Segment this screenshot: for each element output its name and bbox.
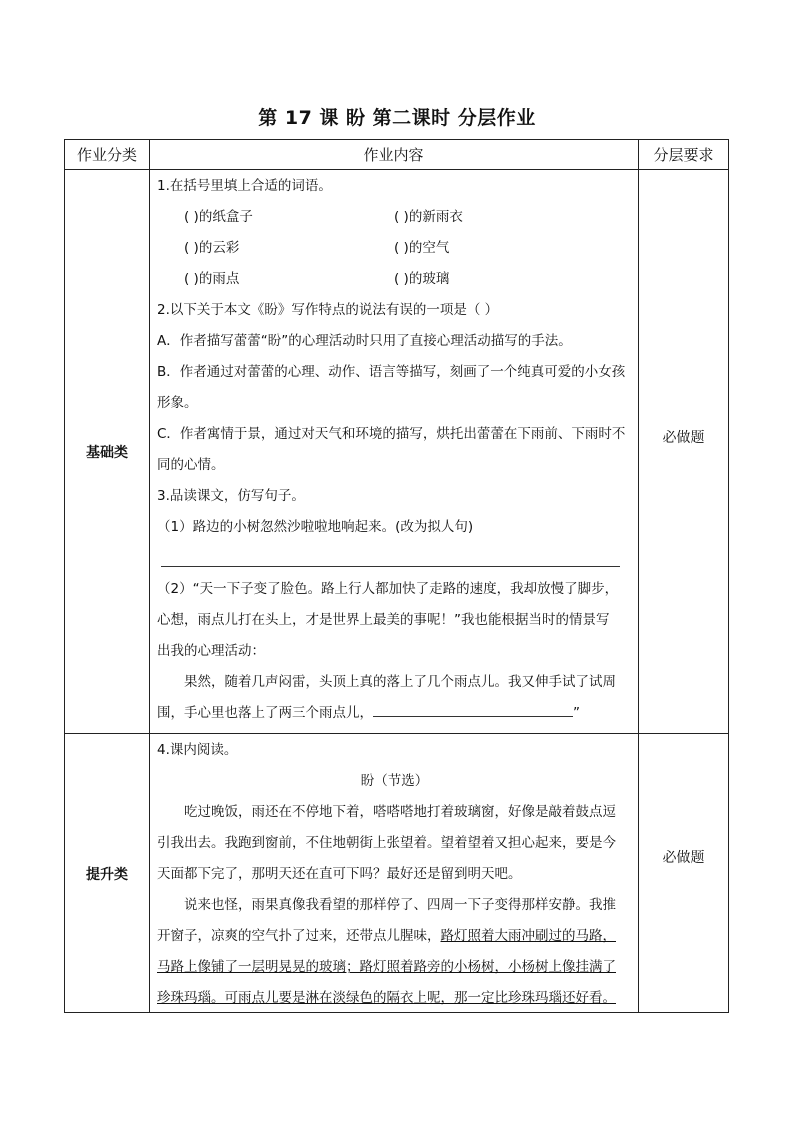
question-2-heading: 2.以下关于本文《盼》写作特点的说法有误的一项是（ ）: [157, 302, 499, 318]
answer-line[interactable]: [161, 566, 620, 567]
fill-blank-item: ( )的纸盒子: [184, 209, 253, 225]
option-c-cont: 同的心情。: [157, 457, 225, 473]
answer-blank[interactable]: [373, 702, 573, 717]
option-c: C．作者寓情于景，通过对天气和环境的描写，烘托出蕾蕾在下雨前、下雨时不: [157, 426, 626, 442]
example-text: 围，手心里也落上了两三个雨点儿，: [157, 705, 373, 721]
fill-blank-item: ( )的雨点: [184, 271, 240, 287]
passage-paragraph-cont: 天面都下完了，那明天还在直可下吗？最好还是留到明天吧。: [157, 866, 522, 882]
content-advanced: [149, 735, 638, 1014]
question-4-heading: 4.课内阅读。: [157, 742, 238, 758]
closing-quote: ”: [573, 705, 580, 721]
question-3-part-1: （1）路边的小树忽然沙啦啦地响起来。(改为拟人句): [157, 519, 474, 535]
fill-blank-row: [157, 202, 632, 233]
answer-area: [157, 543, 632, 574]
underlined-text: 路灯照着大雨冲刷过的马路，: [440, 928, 616, 944]
passage-paragraph: 说来也怪，雨果真像我看望的那样停了、四周一下子变得那样安静。我推: [184, 897, 616, 913]
question-3-example-cont: [157, 698, 632, 729]
fill-blank-row: [157, 233, 632, 264]
fill-blank-item: ( )的云彩: [184, 240, 240, 256]
content-basic: [149, 171, 638, 729]
passage-text: 开窗子，凉爽的空气扑了过来，还带点儿腥味，: [157, 928, 441, 944]
question-3-heading: 3.品读课文，仿写句子。: [157, 488, 305, 504]
page-title: 第 17 课 盼 第二课时 分层作业: [258, 107, 536, 129]
passage-paragraph-cont: 引我出去。我跑到窗前，不住地朝街上张望着。望着望着又担心起来，要是今: [157, 835, 616, 851]
passage-paragraph-cont: [157, 921, 632, 952]
category-basic: 基础类: [86, 444, 128, 461]
homework-table: [64, 139, 729, 1013]
row-divider: [65, 733, 728, 734]
requirement-advanced: 必做题: [662, 850, 705, 866]
option-a: A．作者描写蕾蕾“盼”的心理活动时只用了直接心理活动描写的手法。: [157, 333, 572, 349]
question-3-part-2: （2）“天一下子变了脸色。路上行人都加快了走路的速度，我却放慢了脚步，: [157, 581, 619, 597]
requirement-basic: 必做题: [662, 429, 705, 446]
header-content: 作业内容: [363, 146, 424, 164]
fill-blank-row: [157, 264, 632, 295]
fill-blank-item: ( )的玻璃: [394, 271, 450, 287]
fill-blank-item: ( )的新雨衣: [394, 209, 463, 225]
question-3-part-2-cont: 出我的心理活动：: [157, 643, 265, 659]
header-divider: [65, 169, 728, 170]
underlined-text: 珍珠玛瑙。可雨点儿要是淋在淡绿色的隔衣上呢，那一定比珍珠玛瑙还好看。: [157, 990, 616, 1006]
question-3-part-2-cont: 心想，雨点儿打在头上，才是世界上最美的事呢！”我也能根据当时的情景写: [157, 612, 610, 628]
passage-paragraph: 吃过晚饭，雨还在不停地下着，嗒嗒嗒地打着玻璃窗，好像是敲着鼓点逗: [184, 804, 616, 820]
option-b-cont: 形象。: [157, 395, 198, 411]
header-requirement: 分层要求: [653, 146, 714, 164]
header-category: 作业分类: [76, 146, 137, 164]
question-1-heading: 1.在括号里填上合适的词语。: [157, 178, 332, 194]
category-advanced: 提升类: [86, 866, 128, 883]
question-3-example: 果然，随着几声闷雷，头顶上真的落上了几个雨点儿。我又伸手试了试周: [184, 674, 616, 690]
fill-blank-item: ( )的空气: [394, 240, 450, 256]
passage-title: 盼（节选）: [360, 773, 429, 789]
option-b: B．作者通过对蕾蕾的心理、动作、语言等描写，刻画了一个纯真可爱的小女孩: [157, 364, 626, 380]
underlined-text: 马路上像铺了一层明晃晃的玻璃；路灯照着路旁的小杨树，小杨树上像挂满了: [157, 959, 616, 975]
